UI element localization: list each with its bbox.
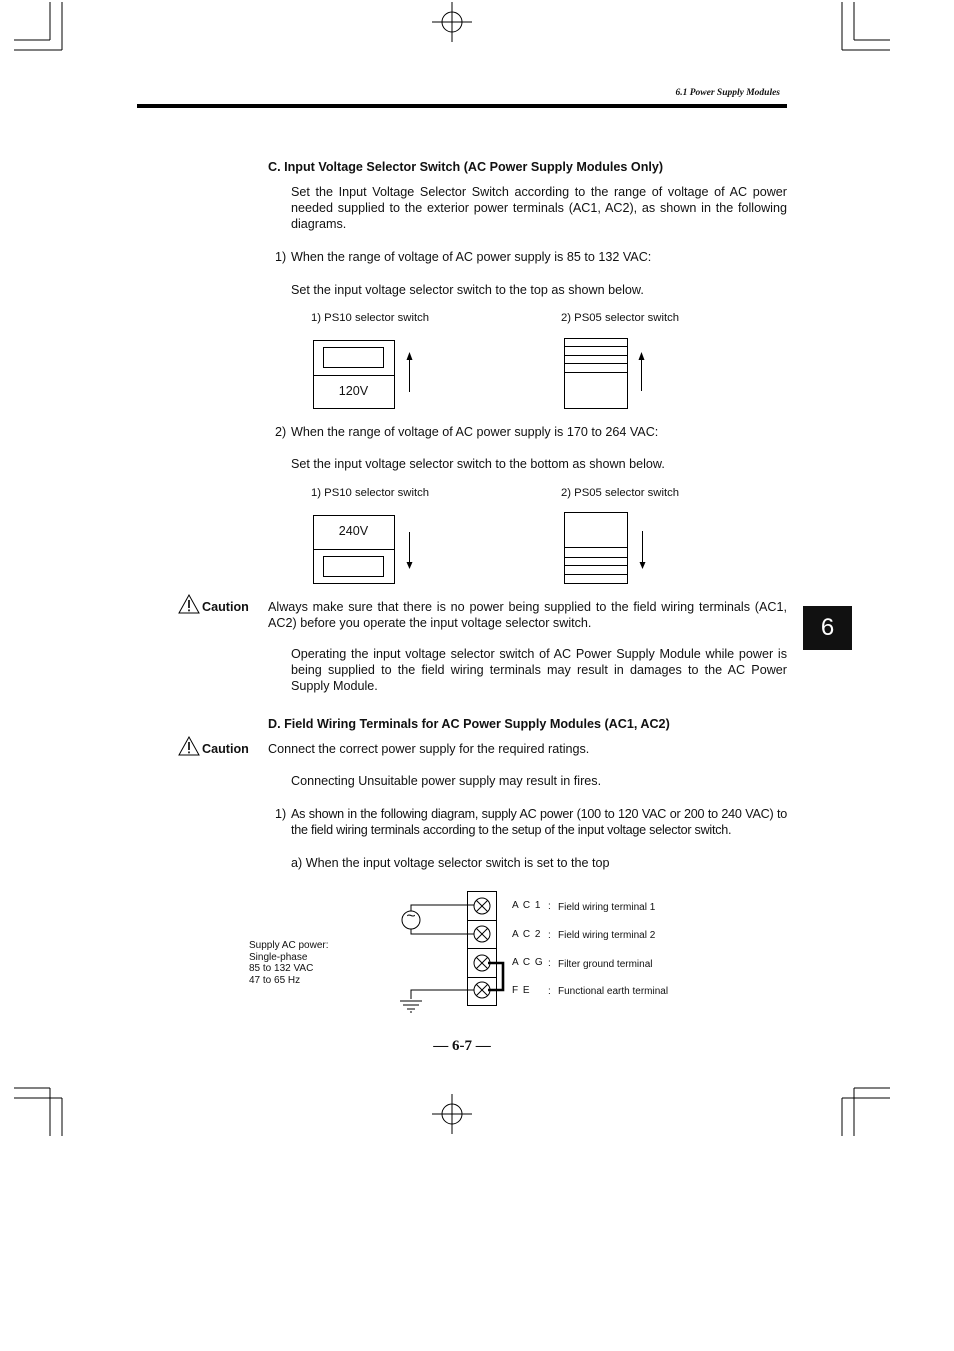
terminal-desc: Field wiring terminal 2 (558, 930, 656, 941)
terminal-desc: Filter ground terminal (558, 959, 653, 970)
supply-line: 47 to 65 Hz (249, 974, 301, 986)
terminal-code: A C 2 (512, 929, 542, 940)
caution-label: Caution (202, 600, 249, 614)
terminal-separator: : (548, 901, 551, 912)
section-c-intro: Set the Input Voltage Selector Switch according to the range of voltage of AC power needed supplied to the exterior power terminals (AC1, AC2), as shown in the following diagrams. (291, 185, 787, 231)
section-c-heading: C. Input Voltage Selector Switch (AC Power Supply Modules Only) (268, 160, 664, 174)
caution-label: Caution (202, 742, 249, 756)
figure-label: 1) PS10 selector switch (311, 312, 430, 324)
supply-line: Supply AC power: (249, 940, 329, 951)
caution-text: Always make sure that there is no power being supplied to the field wiring terminals (AC1, AC2) before you operate the input voltage selector switch. (268, 600, 787, 630)
sub-item-a: a) When the input voltage selector switch is set to the top (291, 856, 610, 870)
running-header: 6.1 Power Supply Modules (675, 88, 780, 98)
switch-label-240v: 240V (338, 524, 369, 538)
supply-line: Single-phase (249, 951, 308, 963)
terminal-code: A C G (512, 957, 544, 968)
supply-line: 85 to 132 VAC (249, 963, 314, 974)
figure-label: 1) PS10 selector switch (311, 487, 430, 499)
ac-source-icon: ~ (406, 908, 416, 925)
page-number: — 6-7 — (433, 1038, 491, 1054)
item-instruction: Set the input voltage selector switch to the top as shown below. (291, 283, 644, 297)
item-text: As shown in the following diagram, supply AC power (100 to 120 VAC or 200 to 240 VAC) to the field wiring terminals according to the setup of the input voltage selector switch. (291, 807, 787, 837)
caution-detail: Connecting Unsuitable power supply may result in fires. (291, 774, 602, 788)
terminal-desc: Field wiring terminal 1 (558, 902, 656, 913)
item-text: When the range of voltage of AC power supply is 85 to 132 VAC: (291, 250, 652, 264)
terminal-code: F E (512, 985, 531, 996)
terminal-separator: : (548, 986, 551, 997)
item-text: When the range of voltage of AC power supply is 170 to 264 VAC: (291, 425, 659, 439)
figure-label: 2) PS05 selector switch (561, 487, 680, 499)
chapter-tab: 6 (803, 606, 852, 650)
terminal-separator: : (548, 958, 551, 969)
figure-label: 2) PS05 selector switch (561, 312, 680, 324)
caution-detail: Operating the input voltage selector switch of AC Power Supply Module while power is being supplied to the field wiring terminals may result in damages to the AC Power Supply Module. (291, 647, 787, 693)
item-number: 1) (275, 250, 287, 264)
caution-text: Connect the correct power supply for the required ratings. (268, 742, 590, 756)
item-instruction: Set the input voltage selector switch to the bottom as shown below. (291, 457, 665, 471)
terminal-separator: : (548, 930, 551, 941)
item-number: 1) (275, 807, 287, 821)
terminal-desc: Functional earth terminal (558, 986, 669, 997)
item-number: 2) (275, 425, 287, 439)
terminal-code: A C 1 (512, 900, 542, 911)
switch-label-120v: 120V (338, 384, 369, 398)
section-d-heading: D. Field Wiring Terminals for AC Power Supply Modules (AC1, AC2) (268, 717, 670, 731)
